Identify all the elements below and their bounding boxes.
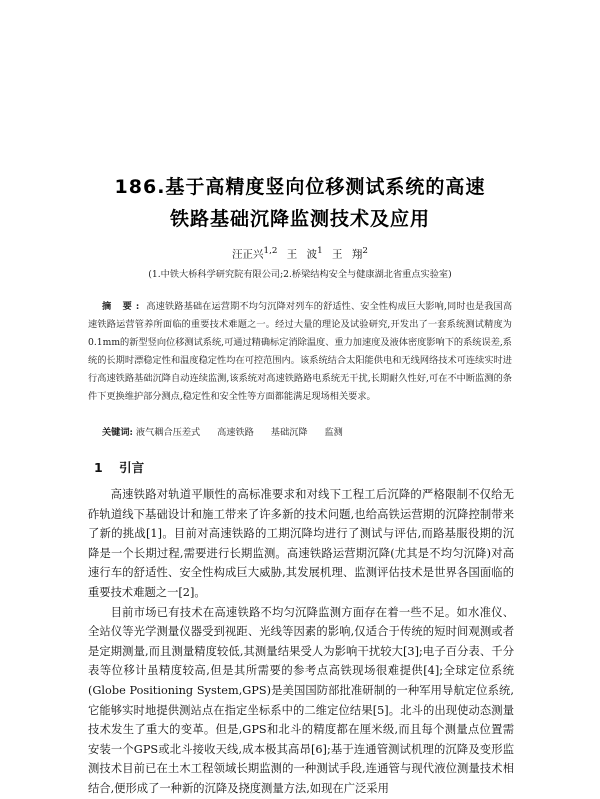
author-list: 汪正兴$^{1,2}$ 王 波$^1$ 王 翔$^2$ [232,246,368,261]
keywords [88,424,512,438]
body-paragraph: 目前市场已有技术在高速铁路不均匀沉降监测方面存在着一些不足。如水准仪、全站仪等光学测量仪器受到视距、光线等因素的影响,仅适合于传统的短时间观测或者是定期测量,而且测量精度较低,其测量结果受人为影响干扰较大[3];电子百分表、千分表等位移计虽精度较高,但是其所需要的参考点高铁现场很难提供[4];全球定位系统(Globe Positioning System,GPS)是美国国防部批准研制的一种军用导航定位系统,它能够实时地提供测站点在指定坐标系中的二维定位结果[5]。北斗的出现使动态测量技术发生了重大的变革。但是,GPS和北斗的精度都在厘米级,而且每个测量点位置需安装一个GPS或北斗接收天线,成本极其高昂[6];基于连通管测试机理的沉降及变形监测技术目前已在土木工程领域长期监测的一种测试手段,连通管与现代液位测量技术相结合,便形成了一种新的沉降及挠度测量方法,如现在广泛采用 [88,605,514,795]
abstract-text: 高速铁路基础在运营期不均匀沉降对列车的舒适性、安全性构成巨大影响,同时也是我国高速铁路运营管养所面临的重要技术难题之一。经过大量的理论及试验研究,开发出了一套系统测试精度为0.1mm的新型竖向位移测试系统,可通过精确标定消除温度、重力加速度及液体密度影响下的系统误差,系统的长期时漂稳定性和温度稳定性均在可控范围内。该系统结合太阳能供电和无线网络技术可连续实时进行高速铁路基础沉降自动连续监测,该系统对高速铁路路电系统无干扰,长期耐久性好,可在不中断监测的条件下更换维护部分测点,稳定性和安全性等方面都能满足现场相关要求。 [88,301,513,402]
abstract-label: 摘 要: [102,301,144,312]
body-paragraph: 高速铁路对轨道平顺性的高标准要求和对线下工程工后沉降的严格限制不仅给无砟轨道线下基础设计和施工带来了许多新的技术问题,也给高铁运营期的沉降控制带来了新的挑战[1]。目前对高速铁路的工期沉降均进行了测试与评估,而路基服役期的沉降是一个长期过程,需要进行长期监测。高速铁路运营期沉降(尤其是不均匀沉降)对高速行车的舒适性、安全性构成巨大威胁,其发展机理、监测评估技术是世界各国面临的重要技术难题之一[2]。 [88,488,514,599]
author-name: 汪正兴 [232,248,264,261]
abstract [88,298,512,406]
author-affiliation: (1.中铁大桥科学研究院有限公司;2.桥梁结构安全与健康湖北省重点实验室) [148,269,452,280]
keywords-label: 关键词: [102,427,133,438]
keyword: 高速铁路 [217,427,254,438]
section-number: 1 [94,460,103,475]
keyword: 监测 [324,427,343,438]
keyword: 基础沉降 [270,427,308,438]
author-name: 王 翔 [332,248,363,261]
author-name: 王 波 [286,248,318,261]
paper-title-line-1: 186.基于高精度竖向位移测试系统的高速 [114,176,486,198]
section-title: 引言 [119,460,145,475]
keyword: 液气耦合压差式 [135,427,201,438]
paper-title-line-2: 铁路基础沉降监测技术及应用 [169,208,430,230]
section-heading [94,458,144,476]
body-text [88,485,514,799]
